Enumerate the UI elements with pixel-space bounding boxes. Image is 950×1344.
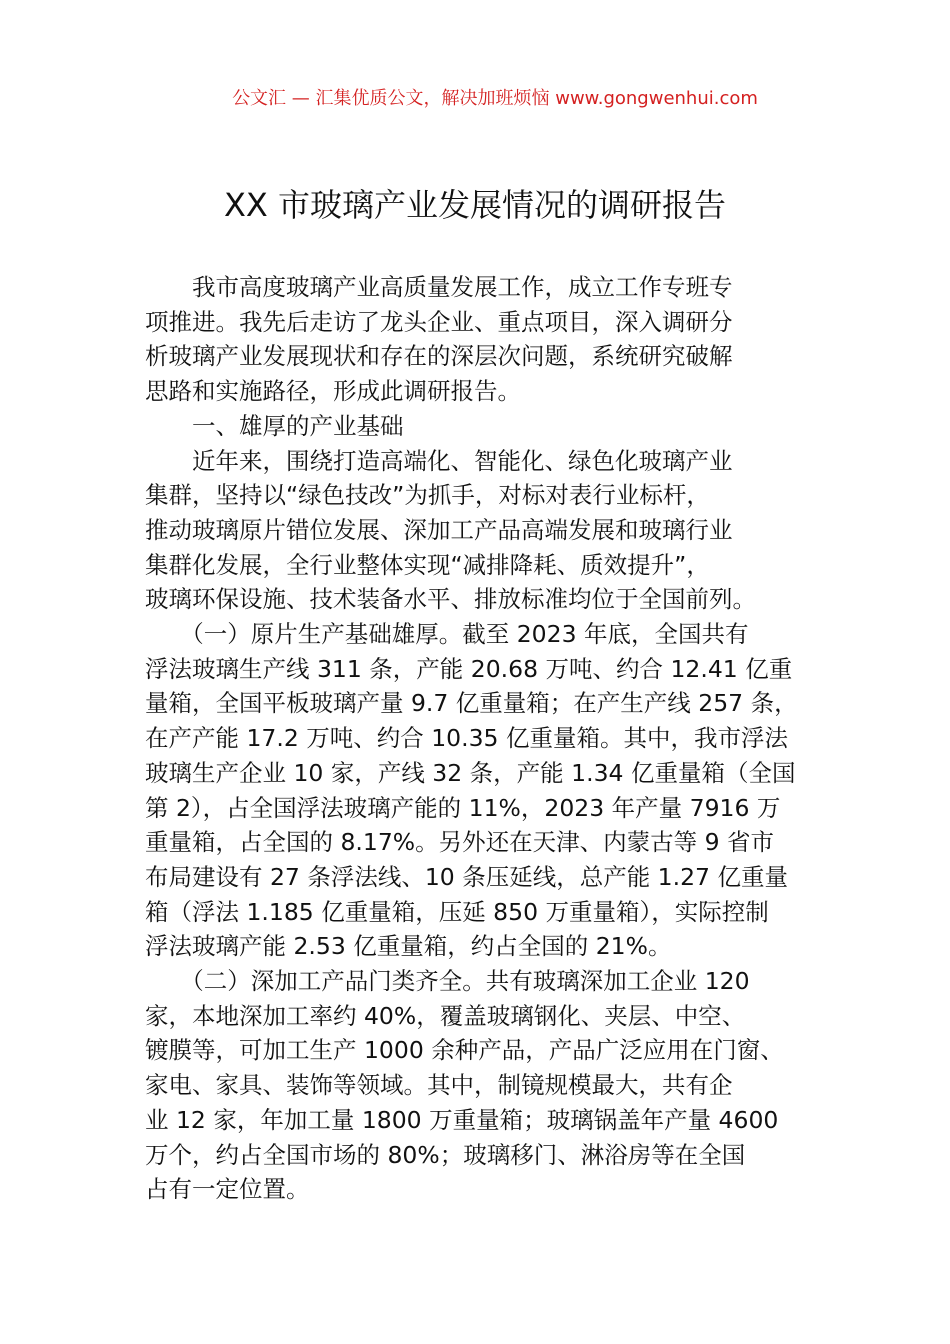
watermark-header: 公文汇 — 汇集优质公文，解决加班烦恼 www.gongwenhui.com [232,88,758,109]
text-line: 镀膜等，可加工生产 1000 余种产品，产品广泛应用在门窗、 [145,1036,784,1065]
text-line: （二）深加工产品门类齐全。共有玻璃深加工企业 120 [145,967,750,996]
text-line: 万个，约占全国市场的 80%；玻璃移门、淋浴房等在全国 [145,1140,746,1169]
text-line: 析玻璃产业发展现状和存在的深层次问题，系统研究破解 [145,342,733,371]
text-line: 占有一定位置。 [145,1175,310,1204]
text-line: 一、雄厚的产业基础 [145,411,404,440]
text-line: 浮法玻璃生产线 311 条，产能 20.68 万吨、约合 12.41 亿重 [145,654,793,683]
text-line: 业 12 家，年加工量 1800 万重量箱；玻璃锅盖年产量 4600 [145,1105,779,1134]
text-line: （一）原片生产基础雄厚。截至 2023 年底，全国共有 [145,620,749,649]
text-line: 第 2），占全国浮法玻璃产能的 11%，2023 年产量 7916 万 [145,793,781,822]
text-line: 家电、家具、装饰等领域。其中，制镜规模最大，共有企 [145,1071,733,1100]
text-line: 在产产能 17.2 万吨、约合 10.35 亿重量箱。其中，我市浮法 [145,724,788,753]
page-title: XX 市玻璃产业发展情况的调研报告 [223,186,727,224]
text-line: 玻璃环保设施、技术装备水平、排放标准均位于全国前列。 [145,585,756,614]
document-body [145,270,835,1207]
text-line: 推动玻璃原片错位发展、深加工产品高端发展和玻璃行业 [145,515,733,544]
text-line: 布局建设有 27 条浮法线、10 条压延线，总产能 1.27 亿重量 [145,862,788,891]
text-line: 箱（浮法 1.185 亿重量箱，压延 850 万重量箱），实际控制 [145,897,769,926]
text-line: 集群，坚持以“绿色技改”为抓手，对标对表行业标杆， [145,481,710,510]
text-line: 重量箱，占全国的 8.17%。另外还在天津、内蒙古等 9 省市 [145,828,775,857]
text-line: 浮法玻璃产能 2.53 亿重量箱，约占全国的 21%。 [145,932,672,961]
text-line: 思路和实施路径，形成此调研报告。 [145,377,521,406]
text-line: 项推进。我先后走访了龙头企业、重点项目，深入调研分 [145,307,733,336]
text-line: 集群化发展，全行业整体实现“减排降耗、质效提升”， [145,550,710,579]
text-line: 我市高度玻璃产业高质量发展工作，成立工作专班专 [145,273,733,301]
text-line: 玻璃生产企业 10 家，产线 32 条，产能 1.34 亿重量箱（全国 [145,758,796,787]
text-line: 家，本地深加工率约 40%，覆盖玻璃钢化、夹层、中空、 [145,1001,746,1030]
text-line: 量箱，全国平板玻璃产量 9.7 亿重量箱；在产生产线 257 条， [145,689,798,718]
text-line: 近年来，围绕打造高端化、智能化、绿色化玻璃产业 [145,446,733,475]
